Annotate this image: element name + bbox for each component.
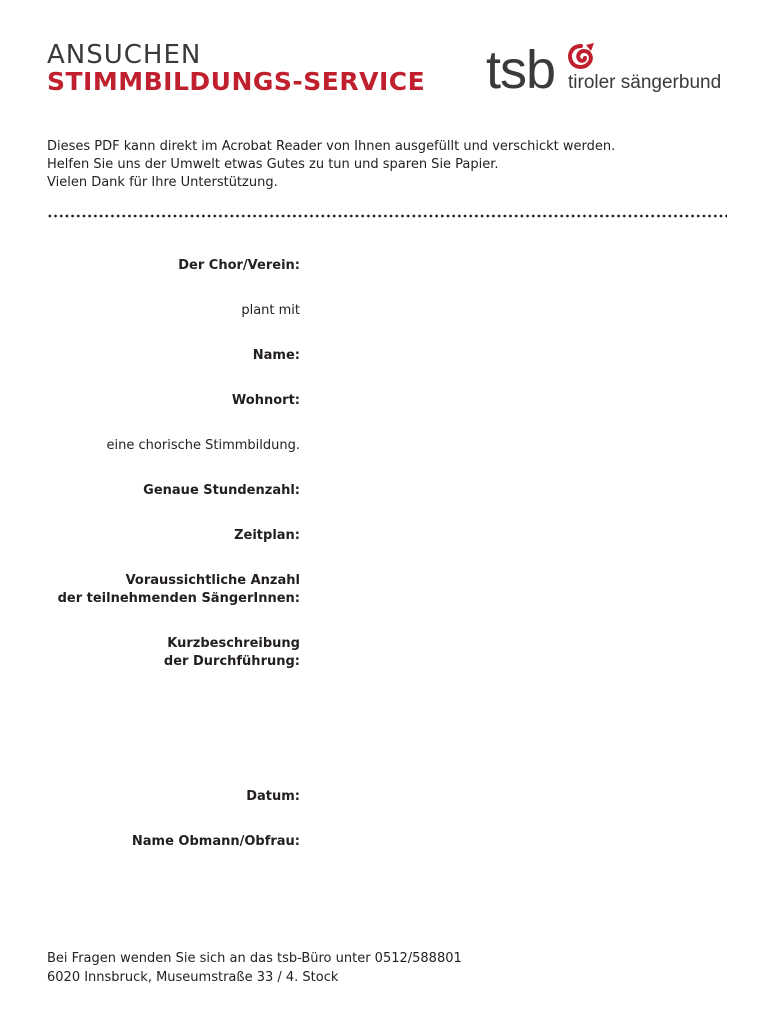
label-anzahl: [58, 572, 300, 608]
logo-wordmark: tsb: [486, 40, 556, 100]
label-kurzbeschreibung: [164, 635, 300, 671]
label-kurz-line2: der Durchführung:: [163, 654, 300, 669]
logo-subtitle: tiroler sängerbund: [568, 72, 722, 93]
label-wohnort: Wohnort:: [231, 393, 300, 408]
page-subtitle: STIMMBILDUNGS-SERVICE: [47, 67, 426, 96]
footer-line: 6020 Innsbruck, Museumstraße 33 / 4. Stock: [47, 970, 339, 985]
label-kurz-line1: Kurzbeschreibung: [167, 636, 300, 651]
dotted-divider: [47, 214, 727, 218]
tsb-logo: [486, 40, 731, 100]
label-zeitplan: Zeitplan:: [234, 528, 300, 543]
label-anzahl-line2: der teilnehmenden SängerInnen:: [57, 591, 300, 606]
label-stundenzahl: Genaue Stundenzahl:: [143, 483, 300, 498]
label-datum: Datum:: [246, 789, 300, 804]
label-obmann: Name Obmann/Obfrau:: [131, 834, 300, 849]
label-plant-mit: plant mit: [241, 303, 300, 318]
label-anzahl-line1: Voraussichtliche Anzahl: [125, 573, 300, 588]
label-name: Name:: [252, 348, 300, 363]
logo-swirl-icon: [564, 42, 598, 74]
footer-line: Bei Fragen wenden Sie sich an das tsb-Büro unter 0512/588801: [47, 951, 462, 966]
label-stimmbildung: eine chorische Stimmbildung.: [106, 438, 300, 453]
intro-line: Helfen Sie uns der Umwelt etwas Gutes zu tun und sparen Sie Papier.: [47, 157, 499, 172]
intro-line: Dieses PDF kann direkt im Acrobat Reader von Ihnen ausgefüllt und verschickt werden.: [47, 139, 616, 154]
intro-text: [47, 138, 615, 192]
footer-contact: [47, 949, 462, 987]
label-chor-verein: Der Chor/Verein:: [178, 258, 300, 273]
intro-line: Vielen Dank für Ihre Unterstützung.: [47, 175, 278, 190]
page-title: ANSUCHEN: [47, 40, 202, 70]
